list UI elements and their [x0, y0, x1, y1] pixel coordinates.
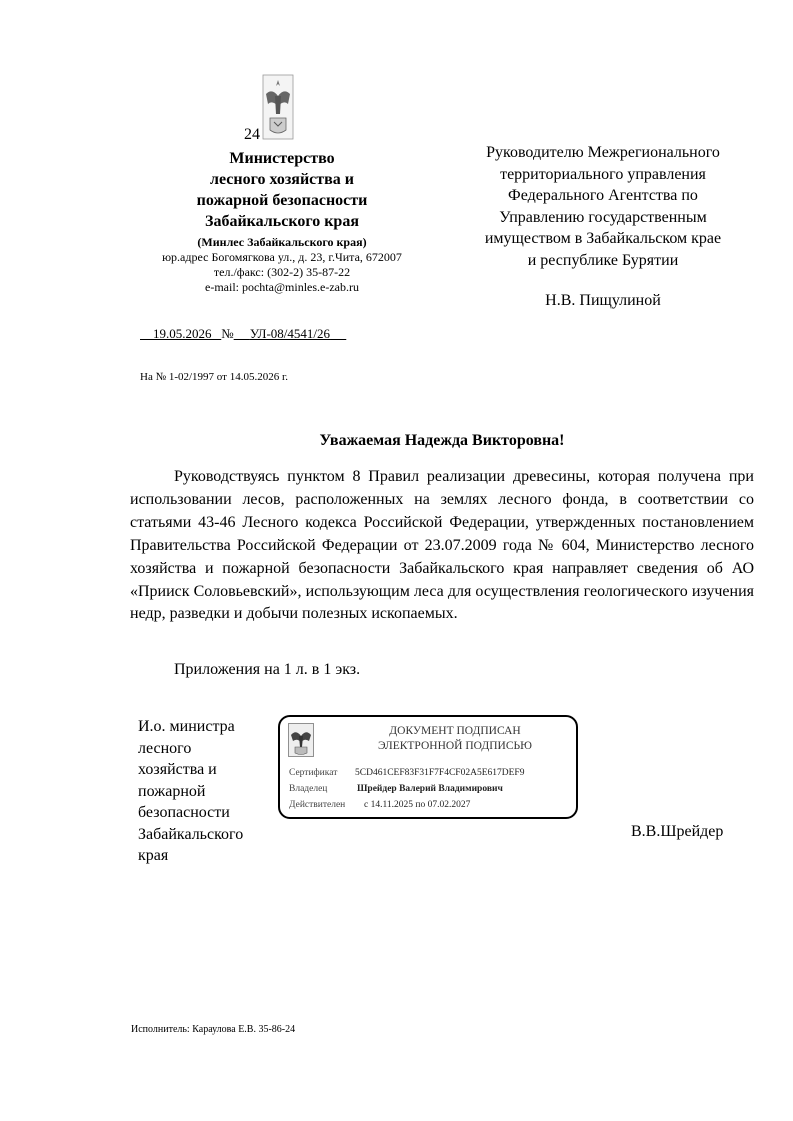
stamp-title-line: ЭЛЕКТРОННОЙ ПОДПИСЬЮ	[378, 740, 532, 752]
registration-number: УЛ-08/4541/26	[249, 326, 331, 341]
ministry-address: юр.адрес Богомягкова ул., д. 23, г.Чита, 672007	[162, 250, 402, 264]
stamp-validity-row	[289, 800, 470, 810]
coat-of-arms-icon	[288, 723, 314, 757]
owner-label: Владелец	[289, 784, 328, 794]
stamp-owner-row	[289, 784, 503, 794]
ministry-name-line: пожарной безопасности	[196, 192, 368, 209]
ministry-phone: тел./факс: (302-2) 35-87-22	[213, 265, 351, 279]
signer-position-line: Забайкальского	[138, 825, 244, 843]
addressee-line: территориального управления	[500, 165, 706, 183]
validity-value: с 14.11.2025 по 07.02.2027	[364, 800, 471, 810]
ministry-header-block	[140, 148, 424, 295]
owner-value: Шрейдер Валерий Владимирович	[357, 784, 503, 794]
coat-of-arms-emblem	[262, 74, 294, 140]
addressee-line: имуществом в Забайкальском крае	[484, 230, 722, 247]
ministry-name-line: лесного хозяйства и	[210, 171, 354, 188]
addressee-line: Руководителю Межрегионального	[486, 144, 720, 161]
incoming-reference: На № 1-02/1997 от 14.05.2026 г.	[140, 371, 288, 383]
addressee-block	[455, 142, 751, 271]
registration-line	[140, 326, 346, 342]
validity-label: Действителен	[289, 800, 346, 810]
registration-date: 19.05.2026	[153, 326, 212, 341]
ministry-name-line: Забайкальского края	[205, 213, 359, 230]
signer-position-line: пожарной	[138, 782, 206, 800]
page-number: 24	[244, 126, 260, 143]
number-sign: №	[221, 326, 234, 341]
certificate-label: Сертификат	[289, 768, 338, 778]
letter-appendix: Приложения на 1 л. в 1 экз.	[174, 661, 361, 678]
signer-position	[138, 716, 268, 867]
addressee-name: Н.В. Пищулиной	[545, 292, 661, 309]
signer-position-line: хозяйства и	[138, 761, 217, 778]
addressee-line: Федерального Агентства по	[508, 187, 698, 204]
addressee-line: Управлению государственным	[499, 208, 707, 226]
letter-greeting: Уважаемая Надежда Викторовна!	[319, 432, 565, 449]
executor-info: Исполнитель: Караулова Е.В. 35-86-24	[131, 1024, 296, 1035]
signer-position-line: И.о. министра	[138, 718, 235, 735]
addressee-line: и республике Бурятии	[527, 251, 679, 269]
stamp-title	[340, 724, 570, 754]
signer-position-line: лесного	[138, 739, 192, 757]
certificate-value: 5CD461CEF83F31F7F4CF02A5E617DEF9	[355, 768, 525, 778]
signer-name: В.В.Шрейдер	[631, 823, 724, 840]
letter-body: Руководствуясь пунктом 8 Правил реализации древесины, которая получена при использовании лесов, расположенных на землях лесного фонда, в соответствии со статьями 43-46 Лесного кодекса Российской Федерации, утвержденных постановлением Правительства Российской Федерации от 23.07.2009 года № 604, Министерство лесного хозяйства и пожарной безопасности Забайкальского края направляет сведения об АО «Прииск Соловьевский», использующим леса для осуществления геологического изучения недр, разведки и добычи полезных ископаемых.	[130, 468, 754, 623]
ministry-short-name: (Минлес Забайкальского края)	[197, 235, 367, 249]
ministry-name-line: Министерство	[229, 150, 335, 167]
ministry-email: e-mail: pochta@minles.e-zab.ru	[205, 280, 359, 294]
stamp-title-line: ДОКУМЕНТ ПОДПИСАН	[389, 725, 521, 737]
signer-position-line: края	[138, 847, 169, 864]
stamp-certificate-row	[289, 768, 524, 778]
electronic-signature-stamp	[278, 715, 578, 819]
signer-position-line: безопасности	[138, 804, 230, 821]
